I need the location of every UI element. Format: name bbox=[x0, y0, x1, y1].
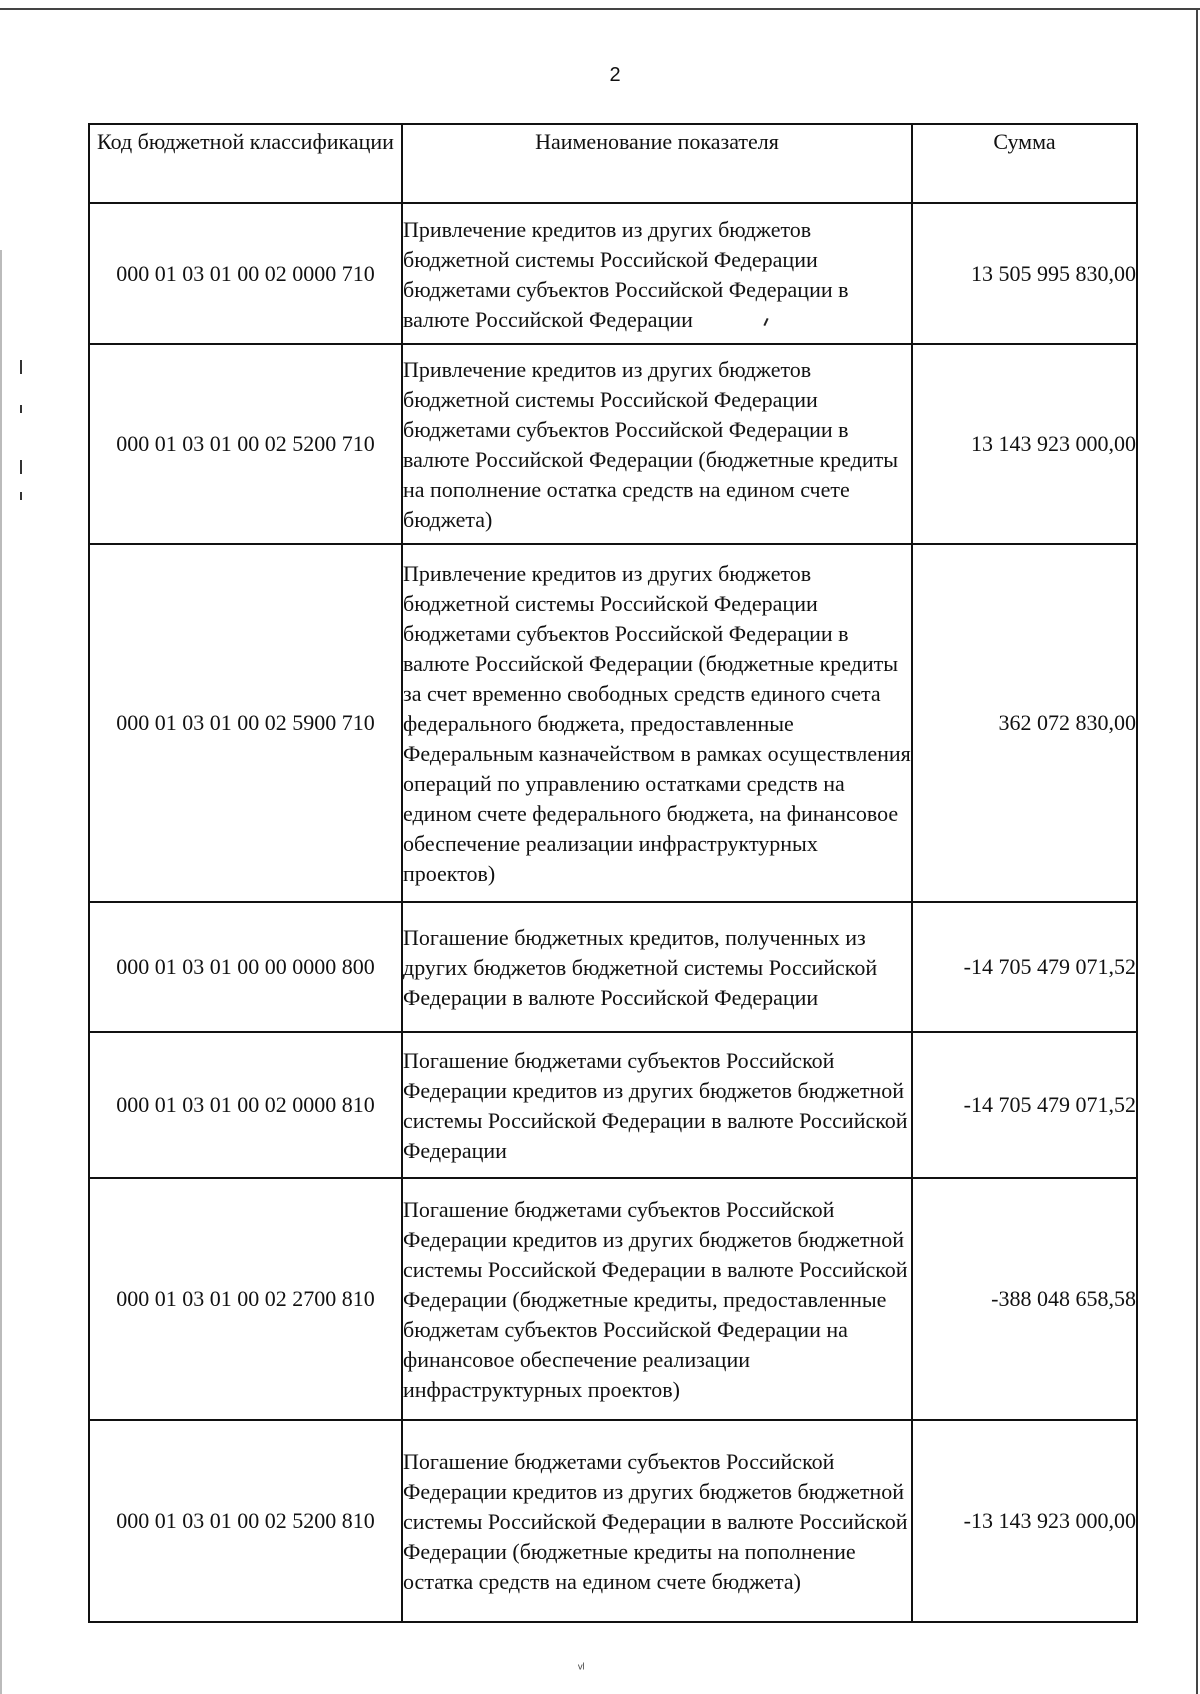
page-edge-left bbox=[0, 250, 2, 1694]
row-name-text: Погашение бюджетами субъектов Российской Федерации кредитов из других бюджетов бюджетной системы Российской Федерации в валюте Российской Федерации bbox=[403, 1048, 908, 1163]
row-sum: 362 072 830,00 bbox=[912, 544, 1137, 902]
page-edge-right bbox=[1196, 8, 1198, 1694]
scan-speck bbox=[20, 492, 22, 500]
header-sum: Сумма bbox=[912, 124, 1137, 203]
row-code: 000 01 03 01 00 02 5900 710 bbox=[89, 544, 402, 902]
row-code: 000 01 03 01 00 02 0000 710 bbox=[89, 203, 402, 344]
table-row bbox=[89, 203, 1137, 344]
scan-speck bbox=[20, 360, 22, 374]
table-row bbox=[89, 902, 1137, 1032]
page-number: 2 bbox=[609, 64, 621, 86]
header-name: Наименование показателя bbox=[402, 124, 912, 203]
table-header-row bbox=[89, 124, 1137, 203]
row-code: 000 01 03 01 00 02 5200 810 bbox=[89, 1420, 402, 1622]
row-name-text: Привлечение кредитов из других бюджетов бюджетной системы Российской Федерации бюджетами субъектов Российской Федерации в валюте Российской Федерации (бюджетные кредиты на пополнение остатка средств на едином счете бюджета) bbox=[403, 357, 899, 532]
row-name bbox=[402, 544, 912, 902]
row-name bbox=[402, 1032, 912, 1178]
table-row bbox=[89, 1420, 1137, 1622]
page-edge-top bbox=[0, 8, 1200, 10]
row-name bbox=[402, 344, 912, 544]
row-name-text: Привлечение кредитов из других бюджетов бюджетной системы Российской Федерации бюджетами субъектов Российской Федерации в валюте Российской Федерации (бюджетные кредиты за счет временно свободных средств единого счета федерального бюджета, предоставленные Федеральным казначейством в рамках осуществления операций по управлению остатками средств на едином счете федерального бюджета, на финансовое обеспечение реализации инфраструктурных проектов) bbox=[403, 561, 911, 886]
row-name bbox=[402, 1420, 912, 1622]
table-row bbox=[89, 1178, 1137, 1420]
row-name bbox=[402, 203, 912, 344]
table-row bbox=[89, 544, 1137, 902]
row-sum: 13 143 923 000,00 bbox=[912, 344, 1137, 544]
scan-speck bbox=[20, 405, 22, 413]
row-code: 000 01 03 01 00 02 2700 810 bbox=[89, 1178, 402, 1420]
row-name-text: Погашение бюджетами субъектов Российской Федерации кредитов из других бюджетов бюджетной системы Российской Федерации в валюте Российской Федерации (бюджетные кредиты на пополнение остатка средств на едином счете бюджета) bbox=[403, 1449, 908, 1594]
row-name-text: Погашение бюджетами субъектов Российской Федерации кредитов из других бюджетов бюджетной системы Российской Федерации в валюте Российской Федерации (бюджетные кредиты, предоставленные бюджетам субъектов Российской Федерации на финансовое обеспечение реализации инфраструктурных проектов) bbox=[403, 1197, 908, 1402]
row-name bbox=[402, 902, 912, 1032]
scan-artifact-mark: ᵛˡ bbox=[578, 1660, 585, 1676]
table-row bbox=[89, 344, 1137, 544]
row-code: 000 01 03 01 00 02 0000 810 bbox=[89, 1032, 402, 1178]
row-code: 000 01 03 01 00 00 0000 800 bbox=[89, 902, 402, 1032]
table-row bbox=[89, 1032, 1137, 1178]
row-sum: -14 705 479 071,52 bbox=[912, 1032, 1137, 1178]
row-code: 000 01 03 01 00 02 5200 710 bbox=[89, 344, 402, 544]
budget-table bbox=[88, 123, 1138, 1623]
row-sum: -13 143 923 000,00 bbox=[912, 1420, 1137, 1622]
scan-speck bbox=[20, 460, 22, 474]
row-sum: -388 048 658,58 bbox=[912, 1178, 1137, 1420]
row-name bbox=[402, 1178, 912, 1420]
row-sum: 13 505 995 830,00 bbox=[912, 203, 1137, 344]
header-code: Код бюджетной классификации bbox=[89, 124, 402, 203]
row-name-text: Привлечение кредитов из других бюджетов бюджетной системы Российской Федерации бюджетами субъектов Российской Федерации в валюте Российской Федерации bbox=[403, 216, 849, 332]
row-name-text: Погашение бюджетных кредитов, полученных из других бюджетов бюджетной системы Российской Федерации в валюте Российской Федерации bbox=[403, 925, 878, 1010]
row-sum: -14 705 479 071,52 bbox=[912, 902, 1137, 1032]
